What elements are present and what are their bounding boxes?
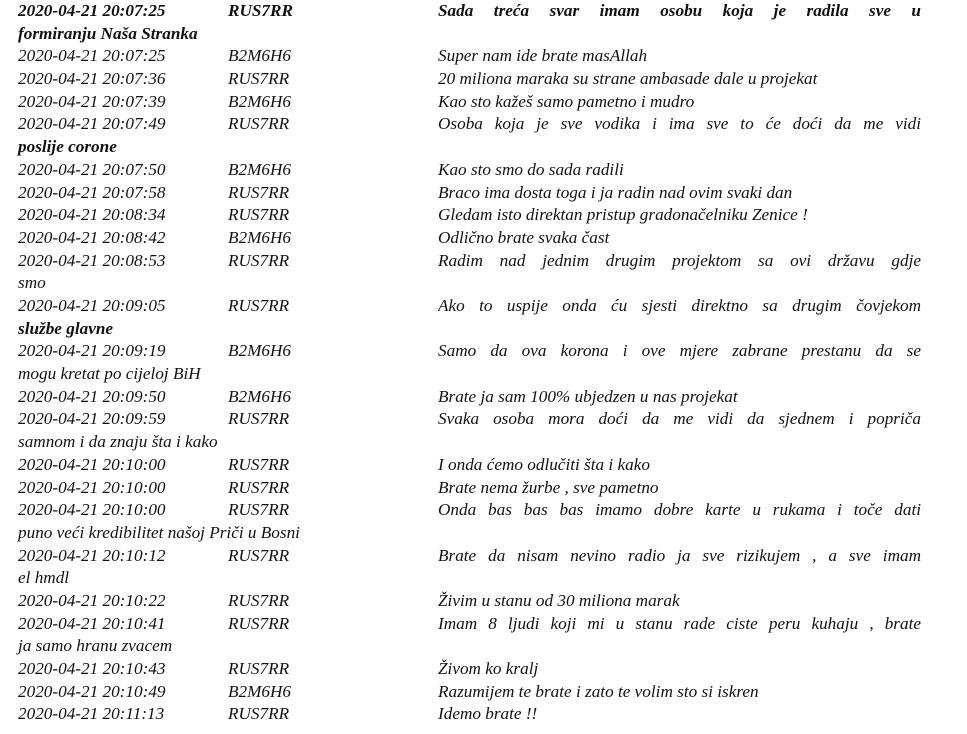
message-user-id: RUS7RR — [228, 114, 290, 134]
message-row — [18, 340, 923, 385]
message-header-line — [18, 159, 923, 182]
message-text: Braco ima dosta toga i ja radin nad ovim svaki dan — [438, 182, 793, 202]
message-text: Onda bas bas bas imamo dobre karte u rukama i toče dati — [438, 500, 921, 520]
message-header-line — [18, 91, 923, 114]
message-text: Sada treća svar imam osobu koja je radila sve u — [438, 1, 921, 20]
message-user-id: RUS7RR — [228, 454, 290, 474]
message-user-id: RUS7RR — [228, 591, 290, 610]
message-timestamp: 2020-04-21 20:10:12 — [18, 545, 166, 565]
message-header-line — [18, 408, 923, 431]
message-timestamp: 2020-04-21 20:08:53 — [18, 250, 166, 270]
message-timestamp: 2020-04-21 20:10:43 — [18, 659, 166, 679]
message-row — [18, 477, 923, 500]
message-user-id: RUS7RR — [228, 205, 290, 225]
chat-log-transcript — [18, 0, 923, 726]
message-row — [18, 182, 923, 205]
message-text: Radim nad jednim drugim projektom sa ovi državu gdje — [438, 250, 921, 270]
message-user-id: RUS7RR — [228, 295, 290, 315]
message-row — [18, 408, 923, 453]
message-row — [18, 658, 923, 681]
message-row — [18, 68, 923, 91]
message-text: Idemo brate !! — [438, 704, 538, 724]
message-timestamp: 2020-04-21 20:07:25 — [18, 46, 166, 66]
message-row — [18, 204, 923, 227]
message-row — [18, 159, 923, 182]
message-user-id: B2M6H6 — [228, 46, 292, 66]
message-row — [18, 613, 923, 658]
message-row — [18, 227, 923, 250]
message-row — [18, 91, 923, 114]
message-row — [18, 681, 923, 704]
message-row — [18, 113, 923, 158]
message-text: Ako to uspije onda ću sjesti direktno sa drugim čovjekom — [438, 295, 921, 315]
message-text: Odlično brate svaka čast — [438, 227, 610, 247]
message-timestamp: 2020-04-21 20:10:22 — [18, 591, 166, 610]
message-header-line — [18, 454, 923, 477]
message-text: Kao sto kažeš samo pametno i mudro — [438, 91, 695, 111]
message-header-line — [18, 227, 923, 250]
message-timestamp: 2020-04-21 20:09:05 — [18, 295, 166, 315]
message-header-line — [18, 0, 923, 23]
message-text: Samo da ova korona i ove mjere zabrane prestanu da se — [438, 341, 921, 361]
message-user-id: RUS7RR — [228, 659, 290, 679]
message-row — [18, 250, 923, 295]
message-row — [18, 703, 923, 726]
message-user-id: B2M6H6 — [228, 341, 292, 361]
message-text: 20 miliona maraka su strane ambasade dale u projekat — [438, 69, 818, 89]
message-header-line — [18, 182, 923, 205]
message-user-id: B2M6H6 — [228, 386, 292, 406]
message-text: Živom ko kralj — [438, 659, 539, 679]
message-header-line — [18, 477, 923, 500]
message-header-line — [18, 545, 923, 568]
message-timestamp: 2020-04-21 20:07:39 — [18, 91, 166, 111]
message-user-id: B2M6H6 — [228, 227, 292, 247]
message-text-continuation: ja samo hranu zvacem — [18, 636, 173, 656]
message-text-continuation: mogu kretat po cijeloj BiH — [18, 364, 201, 384]
message-header-line — [18, 681, 923, 704]
message-header-line — [18, 204, 923, 227]
message-user-id: RUS7RR — [228, 182, 290, 202]
message-timestamp: 2020-04-21 20:10:41 — [18, 613, 166, 633]
message-header-line — [18, 113, 923, 136]
message-timestamp: 2020-04-21 20:08:34 — [18, 205, 166, 225]
message-row — [18, 386, 923, 409]
message-timestamp: 2020-04-21 20:11:13 — [18, 704, 165, 724]
message-header-line — [18, 68, 923, 91]
message-timestamp: 2020-04-21 20:10:00 — [18, 500, 166, 520]
message-text-continuation: smo — [18, 273, 46, 293]
message-timestamp: 2020-04-21 20:09:59 — [18, 409, 166, 429]
message-user-id: RUS7RR — [228, 545, 290, 565]
message-text-continuation: samnom i da znaju šta i kako — [18, 432, 218, 452]
message-user-id: RUS7RR — [228, 250, 290, 270]
message-user-id: RUS7RR — [228, 704, 290, 724]
message-text-continuation: formiranju Naša Stranka — [18, 23, 198, 43]
message-row — [18, 295, 923, 340]
message-user-id: RUS7RR — [228, 69, 290, 89]
message-text: Brate da nisam nevino radio ja sve rizikujem , a sve imam — [438, 545, 921, 565]
message-user-id: B2M6H6 — [228, 681, 292, 701]
message-header-line — [18, 590, 923, 613]
message-row — [18, 45, 923, 68]
message-timestamp: 2020-04-21 20:09:50 — [18, 386, 166, 406]
message-user-id: RUS7RR — [228, 477, 290, 497]
message-timestamp: 2020-04-21 20:10:00 — [18, 454, 166, 474]
message-timestamp: 2020-04-21 20:07:58 — [18, 182, 166, 202]
message-header-line — [18, 613, 923, 636]
message-row — [18, 545, 923, 590]
message-text: Gledam isto direktan pristup gradonačelniku Zenice ! — [438, 205, 808, 225]
message-text: Osoba koja je sve vodika i ima sve to će doći da me vidi — [438, 114, 921, 134]
message-timestamp: 2020-04-21 20:07:36 — [18, 69, 166, 89]
message-text: Razumijem te brate i zato te volim sto si iskren — [438, 681, 759, 701]
message-user-id: RUS7RR — [228, 613, 290, 633]
message-timestamp: 2020-04-21 20:07:25 — [18, 1, 166, 20]
message-header-line — [18, 499, 923, 522]
message-timestamp: 2020-04-21 20:07:50 — [18, 159, 166, 179]
message-header-line — [18, 703, 923, 726]
message-user-id: RUS7RR — [228, 1, 293, 20]
message-header-line — [18, 658, 923, 681]
message-text: Kao sto smo do sada radili — [438, 159, 624, 179]
message-text: I onda ćemo odlučiti šta i kako — [438, 454, 650, 474]
message-text: Brate ja sam 100% ubjedzen u nas projekat — [438, 386, 738, 406]
message-user-id: RUS7RR — [228, 500, 290, 520]
message-header-line — [18, 340, 923, 363]
message-user-id: B2M6H6 — [228, 159, 292, 179]
message-user-id: RUS7RR — [228, 409, 290, 429]
message-header-line — [18, 386, 923, 409]
message-header-line — [18, 250, 923, 273]
message-timestamp: 2020-04-21 20:10:49 — [18, 681, 166, 701]
message-text: Živim u stanu od 30 miliona marak — [438, 591, 680, 610]
message-user-id: B2M6H6 — [228, 91, 292, 111]
message-row — [18, 499, 923, 544]
message-text: Imam 8 ljudi koji mi u stanu rade ciste peru kuhaju , brate — [438, 613, 921, 633]
message-text-continuation: el hmdl — [18, 568, 70, 588]
message-timestamp: 2020-04-21 20:09:19 — [18, 341, 166, 361]
message-header-line — [18, 295, 923, 318]
message-text-continuation: puno veći kredibilitet našoj Priči u Bosni — [18, 522, 300, 542]
message-timestamp: 2020-04-21 20:07:49 — [18, 114, 166, 134]
message-text-continuation: poslije corone — [18, 137, 117, 157]
message-row — [18, 454, 923, 477]
message-text: Svaka osoba mora doći da me vidi da sjednem i popriča — [438, 409, 921, 429]
message-row — [18, 0, 923, 45]
message-timestamp: 2020-04-21 20:08:42 — [18, 227, 166, 247]
message-header-line — [18, 45, 923, 68]
message-text-continuation: službe glavne — [18, 318, 114, 338]
message-timestamp: 2020-04-21 20:10:00 — [18, 477, 166, 497]
message-row — [18, 590, 923, 613]
message-text: Super nam ide brate masAllah — [438, 46, 648, 66]
message-text: Brate nema žurbe , sve pametno — [438, 477, 659, 497]
